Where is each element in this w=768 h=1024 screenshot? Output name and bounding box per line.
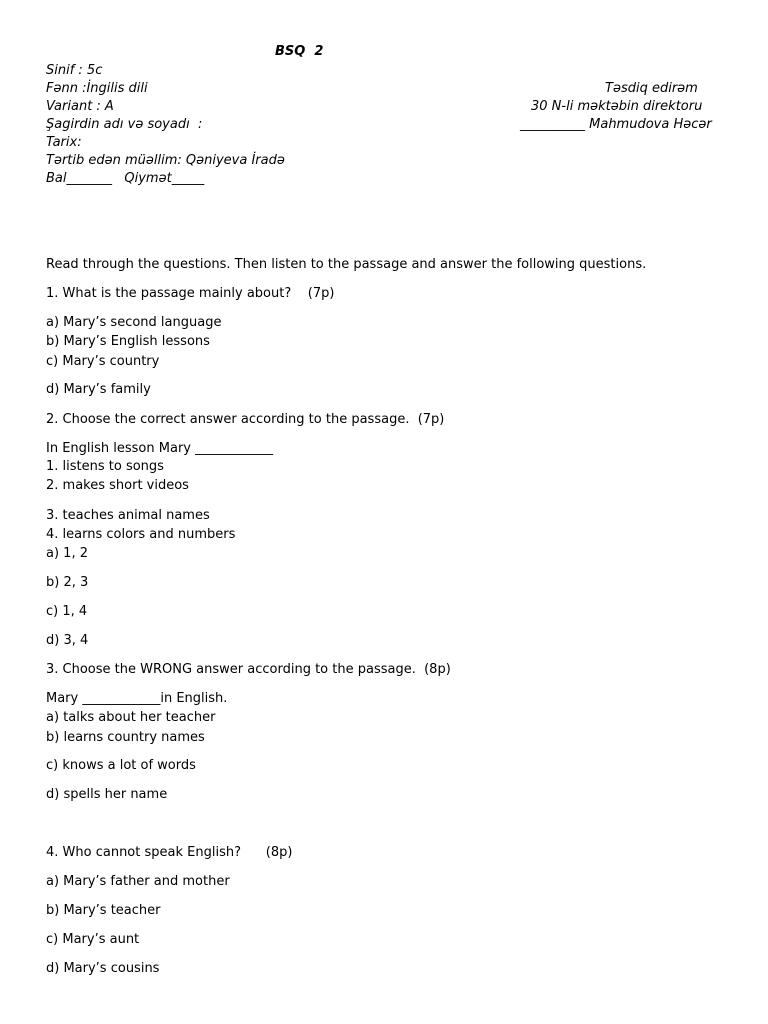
- question-2: 2. Choose the correct answer according to the passage. (7p): [46, 412, 445, 427]
- q2-option-b: b) 2, 3: [46, 575, 89, 590]
- approval-label: Təsdiq edirəm: [605, 81, 698, 96]
- header-subject: Fənn :İngilis dili: [46, 81, 148, 96]
- q2-item-2: 2. makes short videos: [46, 478, 189, 493]
- q3-option-c: c) knows a lot of words: [46, 758, 196, 773]
- header-teacher: Tərtib edən müəllim: Qəniyeva İradə: [46, 153, 285, 168]
- q2-option-d: d) 3, 4: [46, 633, 89, 648]
- q3-stem: Mary ____________in English.: [46, 691, 228, 706]
- q4-option-a: a) Mary’s father and mother: [46, 874, 230, 889]
- q2-item-4: 4. learns colors and numbers: [46, 527, 236, 542]
- header-variant: Variant : A: [46, 99, 114, 114]
- header-score-grade: Bal_______ Qiymət_____: [46, 171, 205, 186]
- q2-option-a: a) 1, 2: [46, 546, 88, 561]
- q1-option-c: c) Mary’s country: [46, 354, 160, 369]
- q1-option-d: d) Mary’s family: [46, 382, 151, 397]
- q2-option-c: c) 1, 4: [46, 604, 88, 619]
- q3-option-b: b) learns country names: [46, 730, 205, 745]
- q1-option-a: a) Mary’s second language: [46, 315, 222, 330]
- q4-option-c: c) Mary’s aunt: [46, 932, 140, 947]
- question-1: 1. What is the passage mainly about? (7p): [46, 286, 335, 301]
- approval-signature: __________ Mahmudova Həcər: [520, 117, 712, 132]
- q1-option-b: b) Mary’s English lessons: [46, 334, 210, 349]
- header-date: Tarix:: [46, 135, 82, 150]
- q2-stem: In English lesson Mary ____________: [46, 441, 274, 456]
- q2-item-1: 1. listens to songs: [46, 459, 164, 474]
- q3-option-a: a) talks about her teacher: [46, 710, 216, 725]
- q4-option-d: d) Mary’s cousins: [46, 961, 160, 976]
- approval-school: 30 N-li məktəbin direktoru: [531, 99, 703, 114]
- question-3: 3. Choose the WRONG answer according to the passage. (8p): [46, 662, 451, 677]
- q4-option-b: b) Mary’s teacher: [46, 903, 161, 918]
- exam-title: BSQ 2: [275, 44, 324, 59]
- q3-option-d: d) spells her name: [46, 787, 168, 802]
- header-class: Sinif : 5c: [46, 63, 103, 78]
- question-4: 4. Who cannot speak English? (8p): [46, 845, 293, 860]
- q2-item-3: 3. teaches animal names: [46, 508, 210, 523]
- header-student-name: Şagirdin adı və soyadı :: [46, 117, 203, 132]
- instructions: Read through the questions. Then listen to the passage and answer the following questions.: [46, 257, 647, 272]
